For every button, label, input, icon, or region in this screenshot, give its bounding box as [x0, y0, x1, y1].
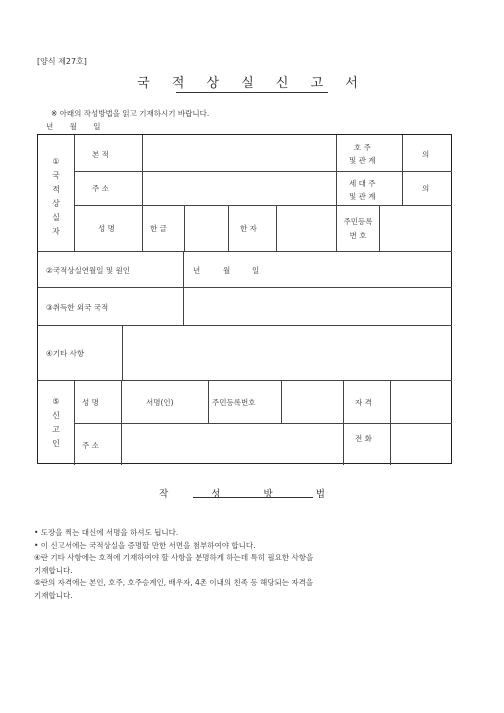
loss-reason-field[interactable] — [278, 252, 451, 286]
reporter-address-label: 주 소 — [82, 441, 99, 450]
guide-title: 작 성 방 법 — [159, 489, 345, 500]
guide-line: ⑤란의 자격에는 본인, 호주, 호주승계인, 배우자, 4촌 이내의 친족 등 해당되는 자격을 — [34, 578, 314, 587]
guide-line: • 이 신고서에는 국적상실을 증명할 만한 서면을 첨부하여야 합니다. — [34, 540, 256, 550]
resident-no-field[interactable] — [380, 206, 451, 250]
head-relation-suffix: 의 — [422, 150, 430, 159]
hangul-name-field[interactable] — [185, 206, 227, 250]
hanja-label: 한 자 — [240, 224, 257, 233]
loss-date-reason-label: ②국적상실연월일 및 원인 — [46, 266, 130, 275]
resident-no-label: 주민등록 번 호 — [343, 217, 373, 240]
guide-line: 기재합니다. — [34, 565, 73, 575]
col-divider — [402, 135, 403, 205]
hanja-name-field[interactable] — [277, 206, 335, 250]
other-matters-field[interactable] — [123, 326, 451, 379]
guide-line: ④란 기타 사항에는 호적에 기재하여야 할 사항을 분명하게 하는데 특히 필요한 사항을 — [34, 553, 314, 562]
loss-year-label: 년 — [193, 266, 201, 275]
form-table — [37, 134, 452, 464]
household-label: 세 대 주 및 관 계 — [349, 179, 376, 201]
title-underline — [176, 92, 328, 93]
guide-text — [34, 527, 454, 602]
notice-text: ※ 아래의 작성방법을 읽고 기재하시기 바랍니다. — [51, 109, 210, 118]
guide-line: 기재합니다. — [34, 590, 73, 600]
date-day-label: 일 — [93, 122, 101, 131]
reporter-phone-label: 전 화 — [355, 434, 372, 443]
loss-month-label: 월 — [223, 266, 231, 275]
reporter-resident-no-field[interactable] — [282, 381, 342, 422]
foreign-nationality-label: ③취득한 외국 국적 — [46, 303, 109, 312]
reporter-qualification-label: 자 격 — [355, 398, 372, 407]
foreign-nationality-field[interactable] — [184, 288, 451, 324]
col-divider — [336, 135, 337, 251]
reporter-phone-field[interactable] — [391, 424, 451, 464]
other-matters-label: ④기타 사항 — [46, 349, 85, 358]
date-month-label: 월 — [69, 122, 77, 131]
col-divider — [74, 135, 75, 251]
address-label: 주 소 — [92, 184, 109, 193]
reporter-address-field[interactable] — [122, 424, 342, 464]
reporter-name-label: 성 명 — [82, 398, 99, 407]
registry-field[interactable] — [143, 136, 335, 170]
col-divider — [208, 380, 209, 423]
reporter-resident-no-label: 주민등록번호 — [212, 398, 256, 407]
section1-vertical-label: ① 국 적 상 실 자 — [52, 157, 60, 236]
head-relation-label: 호 주 및 관 계 — [349, 143, 376, 165]
guide-title-underline — [193, 497, 313, 498]
name-label: 성 명 — [98, 224, 115, 233]
section5-vertical-label: ⑤ 신 고 인 — [52, 397, 60, 448]
loss-day-label: 일 — [252, 266, 260, 275]
col-divider — [228, 205, 229, 251]
reporter-signature-label: 서명(인) — [146, 398, 174, 407]
date-header — [46, 121, 115, 132]
form-number: [양식 제27호] — [37, 57, 87, 66]
document-title: 국 적 상 실 신 고 서 — [137, 76, 367, 91]
col-divider — [74, 380, 75, 465]
guide-line: • 도장을 찍는 대신에 서명을 하셔도 됩니다. — [34, 528, 179, 537]
registry-label: 본 적 — [92, 150, 109, 159]
household-suffix: 의 — [422, 184, 430, 193]
hangul-label: 한 글 — [150, 224, 167, 233]
date-year-label: 년 — [46, 122, 54, 131]
reporter-qualification-field[interactable] — [391, 381, 451, 422]
col-divider — [343, 380, 344, 465]
address-field[interactable] — [143, 172, 335, 204]
